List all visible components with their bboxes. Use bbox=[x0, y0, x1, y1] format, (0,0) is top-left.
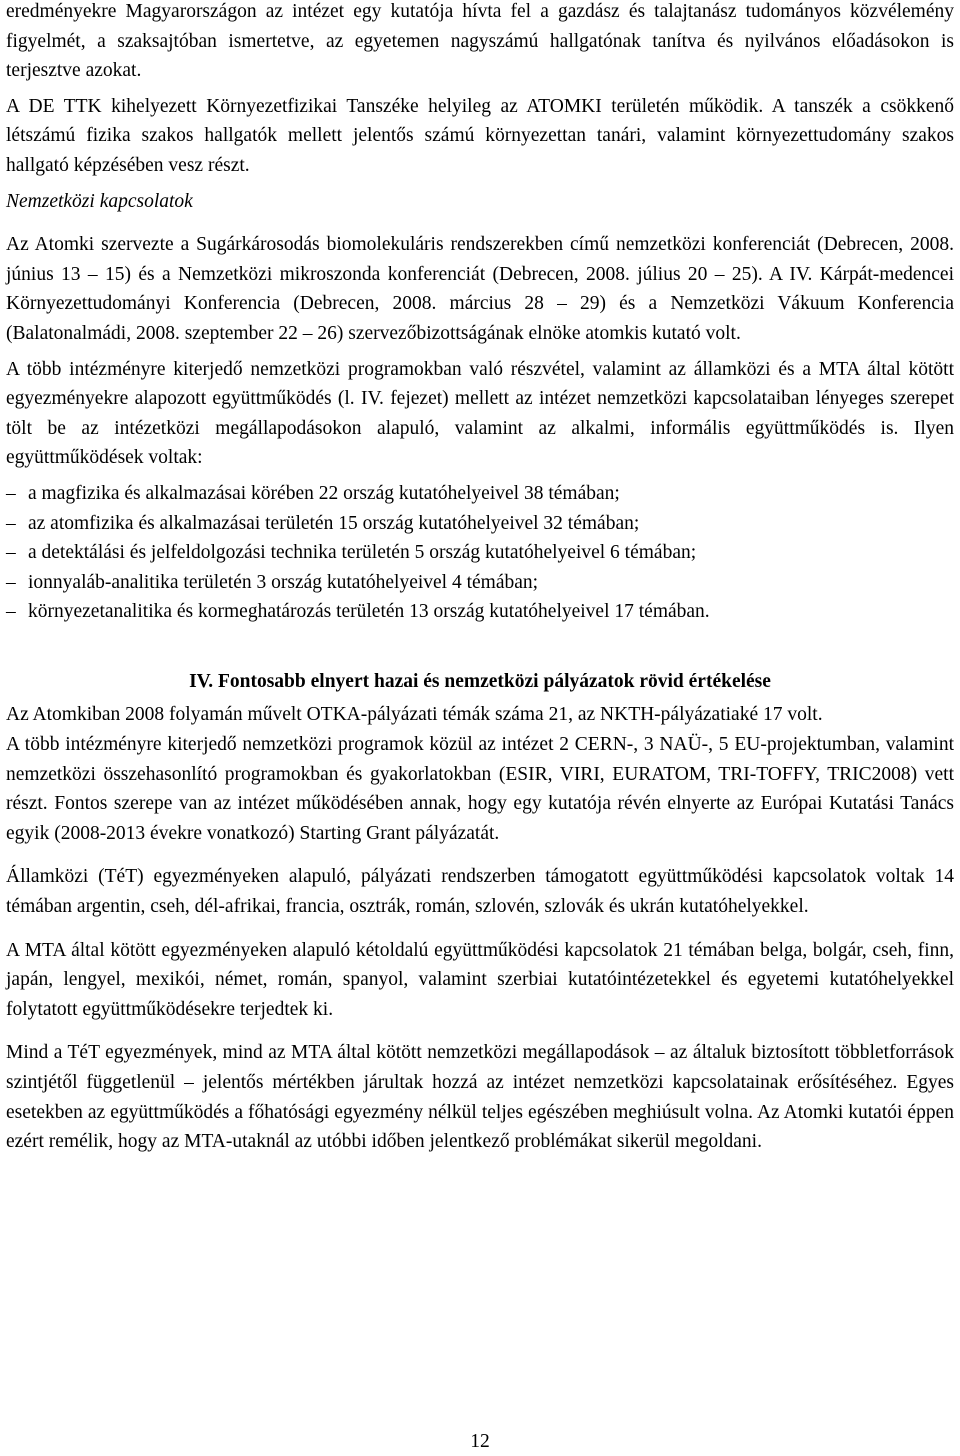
dash-bullet: – bbox=[6, 571, 16, 593]
dash-bullet: – bbox=[6, 542, 16, 564]
list-item-text: ionnyaláb-analitika területén 3 ország kutatóhelyeivel 4 témában; bbox=[28, 571, 539, 593]
list-item-text: környezetanalitika és kormeghatározás területén 13 ország kutatóhelyeivel 17 témában. bbox=[28, 601, 710, 623]
list-item bbox=[6, 597, 954, 627]
dash-bullet: – bbox=[6, 482, 16, 504]
cooperation-list bbox=[6, 479, 954, 627]
paragraph-programs: A több intézményre kiterjedő nemzetközi programok közül az intézet 2 CERN-, 3 NAÜ-, 5 EU-projektumban, valamint nemzetközi összehasonlító programokban és gyakorlatokban (ESIR, VIRI, EURATOM, TRI-TOFFY, TRIC2008) vett részt. Fontos szerepe van az intézet működésében annak, hogy egy kutatója révén elnyerte az Európai Kutatási Tanács egyik (2008-2013 évekre vonatkozó) Starting Grant pályázatát. bbox=[6, 734, 954, 844]
list-item bbox=[6, 509, 954, 539]
list-item-text: a detektálási és jelfeldolgozási technika területén 5 ország kutatóhelyeivel 6 témában; bbox=[28, 542, 697, 564]
list-item-text: a magfizika és alkalmazásai körében 22 ország kutatóhelyeivel 38 témában; bbox=[28, 482, 620, 504]
list-item bbox=[6, 538, 954, 568]
list-item bbox=[6, 479, 954, 509]
paragraph-continuation: eredményekre Magyarországon az intézet egy kutatója hívta fel a gazdász és talajtanász tudományos közvélemény figyelmét, a szaksajtóban ismertetve, az egyetemen nagyszámú hallgatónak tanítva és nyilvános előadásokon is terjesztve azokat. bbox=[6, 1, 954, 82]
paragraph-conferences: Az Atomki szervezte a Sugárkárosodás biomolekuláris rendszerekben című nemzetközi konferenciát (Debrecen, 2008. június 13 – 15) és a Nemzetközi mikroszonda konferenciát (Debrecen, 2008. július 20 – 25). A IV. Kárpát-medencei Környezettudományi Konferencia (Debrecen, 2008. március 28 – 29) és a Nemzetközi Vákuum Konferencia (Balatonalmádi, 2008. szeptember 22 – 26) szervezőbizottságának elnöke atomkis kutató volt. bbox=[6, 234, 954, 344]
document-page bbox=[6, 0, 954, 1157]
paragraph-cooperation: A több intézményre kiterjedő nemzetközi programokban való részvétel, valamint az államközi és a MTA által kötött egyezményekre alapozott együttműködés (l. IV. fejezet) mellett az intézet nemzetközi kapcsolataiban lényeges szerepet tölt be az intézetközi megállapodásokon alapuló, valamint az alkalmi, informális együttműködés is. Ilyen együttműködések voltak: bbox=[6, 358, 954, 469]
paragraph-mta: A MTA által kötött egyezményeken alapuló kétoldalú együttműködési kapcsolatok 21 témában belga, bolgár, cseh, finn, japán, lengyel, mexikói, német, román, spanyol, valamint szerbiai kutatóintézetekkel és egyetemi kutatóhelyekkel folytatott együttműködésekre terjedtek ki. bbox=[6, 939, 954, 1020]
subheading-international-relations: Nemzetközi kapcsolatok bbox=[6, 190, 193, 212]
list-item-text: az atomfizika és alkalmazásai területén 15 ország kutatóhelyeivel 32 témában; bbox=[28, 512, 640, 534]
dash-bullet: – bbox=[6, 512, 16, 534]
paragraph-tet: Államközi (TéT) egyezményeken alapuló, pályázati rendszerben támogatott együttműködési kapcsolatok voltak 14 témában argentin, cseh, dél-afrikai, francia, osztrák, román, szlovén, szlovák és ukrán kutatóhelyekkel. bbox=[6, 866, 954, 918]
paragraph-department: A DE TTK kihelyezett Környezetfizikai Tanszéke helyileg az ATOMKI területén működik. A tanszék a csökkenő létszámú fizika szakos hallgatók mellett jelentős számú környezettan tanári, valamint környezettudomány szakos hallgató képzésében vesz részt. bbox=[6, 95, 954, 176]
paragraph-conclusion: Mind a TéT egyezmények, mind az MTA által kötött nemzetközi megállapodások – az általuk biztosított többletforrások szintjétől függetlenül – jelentős mértékben járultak hozzá az intézet nemzetközi kapcsolatainak erősítéséhez. Egyes esetekben az együttműködés a főhatósági egyezmény nélkül teljes egészében meghiúsult volna. Az Atomki kutatói éppen ezért remélik, hogy az MTA-utaknál az utóbbi időben jelentkező problémákat sikerül megoldani. bbox=[6, 1042, 954, 1153]
list-item bbox=[6, 568, 954, 598]
dash-bullet: – bbox=[6, 601, 16, 623]
paragraph-otka: Az Atomkiban 2008 folyamán művelt OTKA-pályázati témák száma 21, az NKTH-pályázatiaké 17 volt. bbox=[6, 704, 823, 726]
page-number: 12 bbox=[470, 1431, 490, 1452]
section-heading: IV. Fontosabb elnyert hazai és nemzetközi pályázatok rövid értékelése bbox=[189, 670, 771, 692]
